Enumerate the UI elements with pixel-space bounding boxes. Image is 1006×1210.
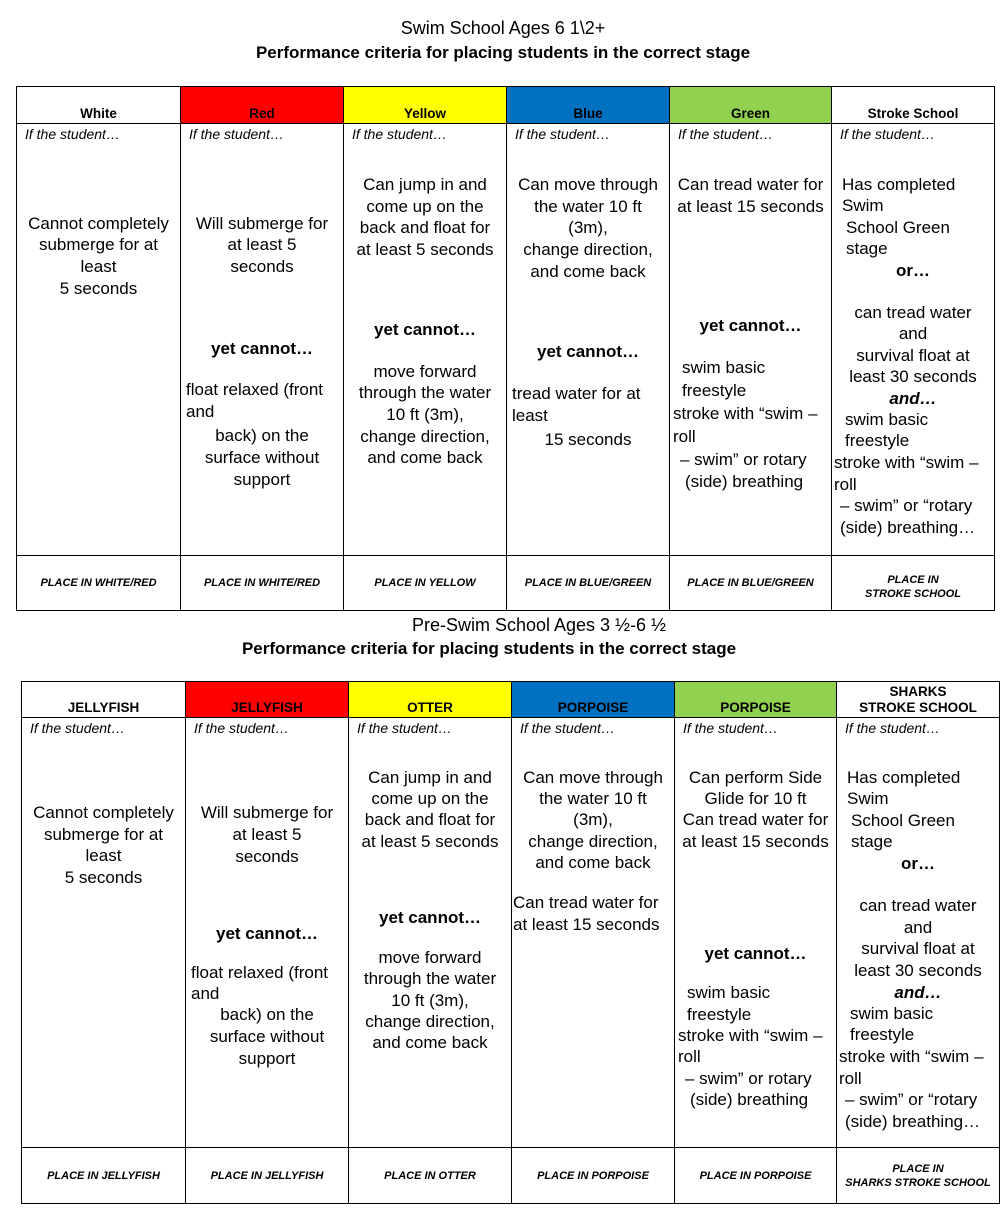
criteria-line: float relaxed (front (186, 380, 324, 399)
criteria-line: at least 5 (232, 825, 302, 844)
cell-yellow (344, 123, 507, 555)
header-otter (349, 682, 512, 717)
criteria-line: swim basic (687, 983, 771, 1002)
criteria-line: – swim” or rotary (685, 1069, 812, 1088)
placement-label: PLACE IN YELLOW (374, 577, 476, 589)
criteria-line: support (238, 1049, 296, 1068)
criteria-line: Cannot completely (28, 214, 169, 233)
header-green-label: Green (730, 106, 771, 121)
criteria-line: move forward (378, 948, 482, 967)
criteria-line: change direction, (523, 240, 653, 259)
criteria-line: Has completed (842, 175, 956, 194)
placement-green (670, 555, 832, 610)
header-label: SHARKS (889, 684, 947, 699)
criteria-line: and (191, 984, 220, 1003)
criteria-line: back) on the (215, 426, 309, 445)
cell-porpoise-green (675, 717, 837, 1147)
criteria-line: at least 15 seconds (677, 197, 824, 216)
criteria-line: stage (846, 239, 888, 258)
header-blue-label: Blue (573, 106, 603, 121)
criteria-line: roll (678, 1047, 701, 1066)
criteria-line: surface without (204, 448, 320, 467)
criteria-line: Swim (842, 196, 884, 215)
criteria-line: survival float at (856, 346, 970, 365)
placement-red (181, 555, 344, 610)
header-yellow (344, 87, 507, 123)
criteria-line: – swim” or “rotary (845, 1090, 978, 1109)
criteria-line: back and float for (359, 218, 491, 237)
criteria-line: 15 seconds (544, 430, 632, 449)
criteria-line: least 30 seconds (854, 961, 982, 980)
header-white (17, 87, 181, 123)
criteria-line: and (186, 402, 215, 421)
intro-text: If the student… (683, 720, 778, 736)
cell-white (17, 123, 181, 555)
criteria-line: least (512, 406, 548, 425)
criteria-line: come up on the (366, 197, 484, 216)
criteria-line: Swim (847, 789, 889, 808)
intro-text: If the student… (678, 126, 773, 142)
header-porpoise-green (675, 682, 837, 717)
yet-cannot-label: yet cannot… (536, 342, 640, 361)
criteria-line: and (903, 918, 933, 937)
criteria-line: survival float at (861, 939, 975, 958)
criteria-line: 10 ft (3m), (391, 991, 469, 1010)
criteria-line: float relaxed (front (191, 963, 329, 982)
cell-otter (349, 717, 512, 1147)
criteria-line: Can jump in and (363, 175, 487, 194)
placement-label: PLACE IN JELLYFISH (47, 1169, 160, 1182)
placement-label: PLACE IN WHITE/RED (203, 577, 321, 589)
placement-label: PLACE IN (887, 574, 939, 586)
intro-text: If the student… (194, 720, 289, 736)
cell-green (670, 123, 832, 555)
header-label: JELLYFISH (231, 700, 303, 715)
criteria-line: freestyle (845, 431, 910, 450)
swim-title: Swim School Ages 6 1\2+ (400, 18, 606, 38)
placement-label: PLACE IN OTTER (384, 1169, 476, 1182)
criteria-line: change direction, (365, 1012, 495, 1031)
yet-cannot-label: yet cannot… (704, 944, 807, 963)
criteria-line: at least 5 seconds (356, 240, 494, 259)
criteria-line: Can tread water for (513, 893, 659, 912)
criteria-line: change direction, (528, 832, 658, 851)
criteria-line: surface without (209, 1027, 325, 1046)
header-label: OTTER (407, 700, 453, 715)
header-jellyfish-white (22, 682, 186, 717)
cell-sharks-stroke-school (837, 717, 999, 1147)
criteria-line: roll (839, 1069, 862, 1088)
criteria-line: and come back (367, 448, 483, 467)
criteria-line: Glide for 10 ft (704, 789, 807, 808)
placement-label: PLACE IN WHITE/RED (40, 577, 157, 589)
criteria-line: at least 15 seconds (682, 832, 829, 851)
header-label: PORPOISE (720, 700, 791, 715)
placement-label: PLACE IN PORPOISE (537, 1169, 649, 1182)
yet-cannot-label: yet cannot… (699, 316, 802, 335)
placement-label: PLACE IN PORPOISE (699, 1169, 812, 1182)
and-label: and… (894, 983, 942, 1002)
criteria-line: back) on the (220, 1005, 314, 1024)
criteria-line: seconds (230, 257, 294, 276)
criteria-line: submerge for at (43, 825, 164, 844)
criteria-line: stroke with “swim – (673, 404, 818, 423)
preswim-title: Pre-Swim School Ages 3 ½-6 ½ (411, 615, 667, 635)
criteria-line: through the water (363, 969, 497, 988)
criteria-line: stage (851, 832, 893, 851)
swim-criteria-table (16, 86, 995, 611)
criteria-line: least (85, 846, 122, 865)
criteria-line: submerge for at (38, 235, 159, 254)
placement-blue (507, 555, 670, 610)
criteria-line: seconds (235, 847, 299, 866)
criteria-line: roll (673, 427, 696, 446)
criteria-line: Will submerge for (195, 214, 329, 233)
criteria-line: 5 seconds (64, 868, 143, 887)
criteria-line: School Green (851, 811, 955, 830)
intro-text: If the student… (352, 126, 447, 142)
preswim-subtitle: Performance criteria for placing students in the correct stage (241, 639, 737, 658)
criteria-line: tread water for at (512, 384, 641, 403)
criteria-line: swim basic (682, 358, 766, 377)
criteria-line: and come back (530, 262, 646, 281)
swim-subtitle: Performance criteria for placing students in the correct stage (255, 43, 751, 62)
criteria-line: (side) breathing… (840, 518, 976, 537)
criteria-line: at least 5 seconds (361, 832, 499, 851)
header-sharks-stroke-school (837, 682, 999, 717)
criteria-line: least (80, 257, 117, 276)
criteria-line: (3m), (568, 218, 608, 237)
criteria-line: Can tread water for (682, 810, 829, 829)
criteria-line: Can perform Side (688, 768, 823, 787)
header-label: JELLYFISH (67, 700, 140, 715)
criteria-line: stroke with “swim – (678, 1026, 823, 1045)
cell-jellyfish-white (22, 717, 186, 1147)
criteria-line: change direction, (360, 427, 490, 446)
criteria-line: move forward (373, 362, 477, 381)
criteria-line: Can jump in and (368, 768, 492, 787)
criteria-line: Can tread water for (677, 175, 824, 194)
placement-porpoise-blue (512, 1147, 675, 1203)
header-red (181, 87, 344, 123)
header-stroke-school-label: Stroke School (867, 106, 959, 121)
header-red-label: Red (249, 106, 275, 121)
criteria-line: – swim” or rotary (680, 450, 807, 469)
header-label: STROKE SCHOOL (859, 700, 977, 715)
or-label: or… (901, 854, 935, 873)
placement-label: PLACE IN JELLYFISH (210, 1169, 324, 1182)
placement-label: PLACE IN BLUE/GREEN (687, 577, 814, 589)
criteria-line: Has completed (847, 768, 961, 787)
cell-jellyfish-red (186, 717, 349, 1147)
criteria-line: 5 seconds (59, 279, 138, 298)
placement-label: PLACE IN (892, 1162, 944, 1175)
cell-stroke-school (832, 123, 994, 555)
placement-sharks-stroke-school (837, 1147, 999, 1203)
criteria-line: support (233, 470, 291, 489)
header-porpoise-blue (512, 682, 675, 717)
yet-cannot-label: yet cannot… (373, 320, 477, 339)
criteria-line: and (898, 324, 928, 343)
cell-blue (507, 123, 670, 555)
placement-porpoise-green (675, 1147, 837, 1203)
criteria-line: Can move through (523, 768, 663, 787)
intro-text: If the student… (840, 126, 935, 142)
criteria-line: (side) breathing (690, 1090, 809, 1109)
header-stroke-school (832, 87, 994, 123)
criteria-line: least 30 seconds (849, 367, 977, 386)
criteria-line: roll (834, 475, 857, 494)
criteria-line: and come back (535, 853, 651, 872)
cell-red (181, 123, 344, 555)
placement-jellyfish-white (22, 1147, 186, 1203)
criteria-line: back and float for (364, 810, 496, 829)
placement-label: SHARKS STROKE SCHOOL (845, 1176, 991, 1189)
criteria-line: stroke with “swim – (834, 453, 979, 472)
criteria-line: Will submerge for (200, 803, 334, 822)
placement-jellyfish-red (186, 1147, 349, 1203)
yet-cannot-label: yet cannot… (215, 924, 319, 943)
criteria-line: Cannot completely (33, 803, 174, 822)
placement-label: PLACE IN BLUE/GREEN (524, 577, 652, 589)
criteria-line: through the water (358, 383, 492, 402)
criteria-line: – swim” or “rotary (840, 496, 973, 515)
cell-porpoise-blue (512, 717, 675, 1147)
criteria-line: swim basic (850, 1004, 934, 1023)
criteria-line: swim basic (845, 410, 929, 429)
criteria-line: freestyle (687, 1005, 752, 1024)
intro-text: If the student… (520, 720, 615, 736)
header-blue (507, 87, 670, 123)
criteria-line: (side) breathing (685, 472, 804, 491)
header-yellow-label: Yellow (403, 106, 447, 121)
criteria-line: and come back (372, 1033, 488, 1052)
intro-text: If the student… (25, 126, 120, 142)
criteria-line: School Green (846, 218, 950, 237)
placement-stroke-school (832, 555, 994, 610)
placement-white (17, 555, 181, 610)
header-jellyfish-red (186, 682, 349, 717)
criteria-line: can tread water (854, 303, 972, 322)
intro-text: If the student… (845, 720, 940, 736)
placement-label: STROKE SCHOOL (865, 588, 961, 600)
intro-text: If the student… (357, 720, 452, 736)
criteria-line: (side) breathing… (845, 1112, 981, 1131)
intro-text: If the student… (515, 126, 610, 142)
criteria-line: come up on the (371, 789, 489, 808)
criteria-line: at least 5 (227, 235, 297, 254)
and-label: and… (889, 389, 937, 408)
criteria-line: freestyle (850, 1025, 915, 1044)
intro-text: If the student… (30, 720, 125, 736)
yet-cannot-label: yet cannot… (210, 339, 314, 358)
criteria-line: the water 10 ft (534, 197, 642, 216)
criteria-line: stroke with “swim – (839, 1047, 984, 1066)
criteria-line: can tread water (859, 896, 977, 915)
criteria-line: Can move through (518, 175, 658, 194)
criteria-line: 10 ft (3m), (386, 405, 464, 424)
criteria-line: freestyle (682, 381, 747, 400)
criteria-line: at least 15 seconds (513, 915, 660, 934)
preswim-criteria-table (21, 681, 1000, 1204)
yet-cannot-label: yet cannot… (378, 908, 482, 927)
header-white-label: White (80, 106, 117, 121)
or-label: or… (896, 261, 930, 280)
intro-text: If the student… (189, 126, 284, 142)
criteria-line: the water 10 ft (539, 789, 647, 808)
placement-yellow (344, 555, 507, 610)
placement-otter (349, 1147, 512, 1203)
criteria-line: (3m), (573, 810, 613, 829)
header-green (670, 87, 832, 123)
header-label: PORPOISE (557, 700, 629, 715)
